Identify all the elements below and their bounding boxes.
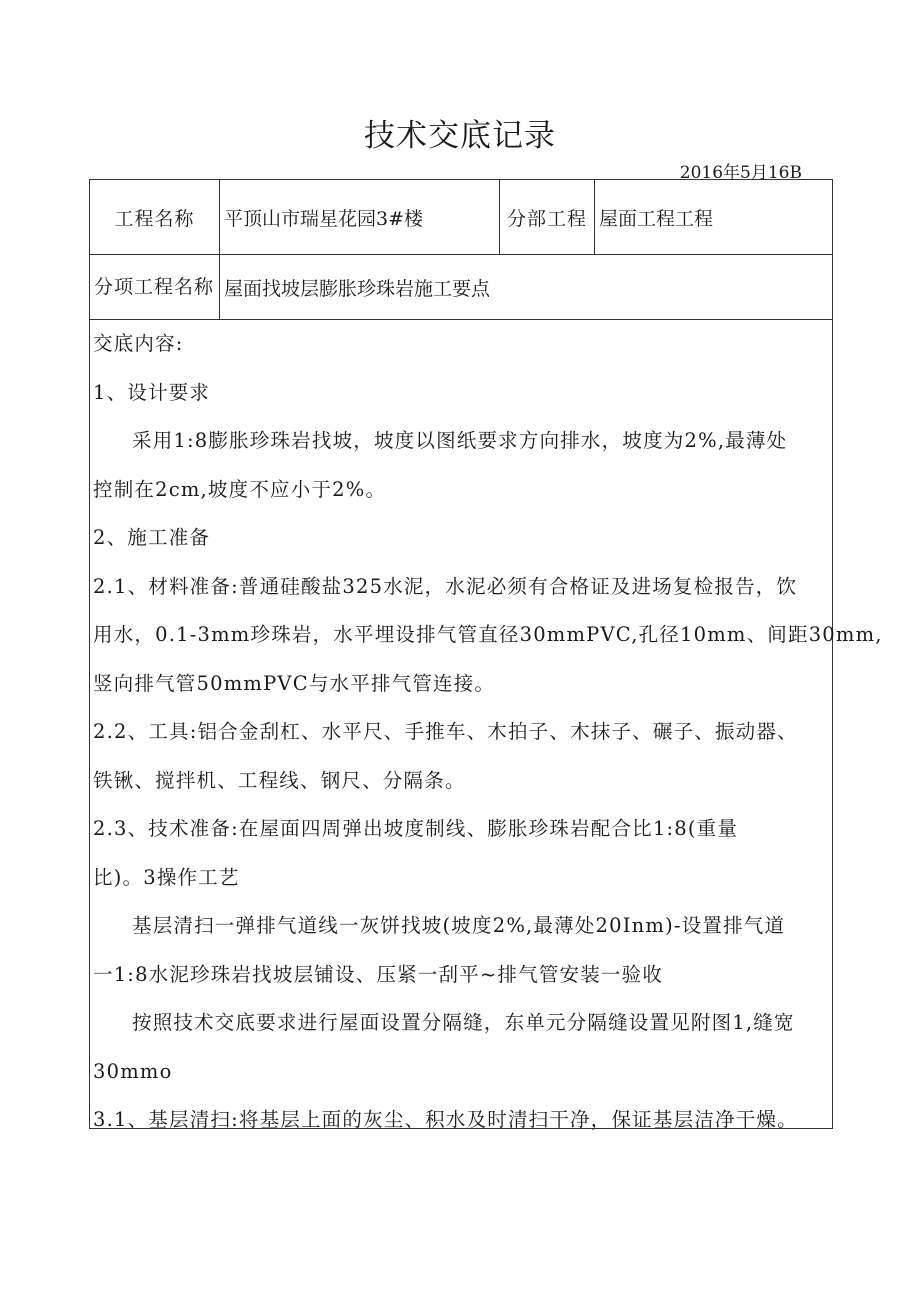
content-line: 竖向排气管50mmPVC与水平排气管连接。 <box>93 671 496 695</box>
subitem-label: 分项工程名称 <box>90 255 220 320</box>
project-name-value: 平顶山市瑞星花园3#楼 <box>220 180 500 255</box>
content-heading: 交底内容: <box>93 332 184 355</box>
section-heading-design: 1、设计要求 <box>93 380 211 404</box>
division-value: 屋面工程工程 <box>595 180 833 255</box>
section-heading-preparation: 2、施工准备 <box>93 526 211 549</box>
content-line: 按照技术交底要求进行屋面设置分隔缝，东单元分隔缝设置见附图1,缝宽 <box>132 1011 795 1034</box>
content-line: 2.3、技术准备:在屋面四周弹出坡度制线、膨胀珍珠岩配合比1:8(重量 <box>93 817 739 840</box>
record-table <box>89 179 883 1131</box>
project-name-label: 工程名称 <box>90 180 220 255</box>
content-line: 基层清扫一弹排气道线一灰饼找坡(坡度2%,最薄处20Inm)-设置排气道 <box>132 914 786 937</box>
content-line: 比)。3操作工艺 <box>93 865 240 889</box>
content-line: 铁锹、搅拌机、工程线、钢尺、分隔条。 <box>93 768 466 792</box>
content-line: 一1:8水泥珍珠岩找坡层铺设、压紧一刮平~排气管安装一验收 <box>93 962 664 986</box>
content-line: 2.2、工具:铝合金刮杠、水平尺、手推车、木拍子、木抹子、碾子、振动器、 <box>93 720 798 743</box>
content-line: 30mmo <box>93 1059 173 1083</box>
content-line: 2.1、材料准备:普通硅酸盐325水泥，水泥必须有合格证及进场复检报告，饮 <box>93 574 798 598</box>
content-line: 控制在2cm,坡度不应小于2%。 <box>93 477 387 501</box>
subitem-value: 屋面找坡层膨胀珍珠岩施工要点 <box>220 255 833 320</box>
record-date: 2016年5月16B <box>679 163 802 183</box>
briefing-content <box>90 320 883 1131</box>
content-line: 用水，0.1-3mm珍珠岩，水平埋设排气管直径30mmPVC,孔径10mm、间距30mm, <box>93 623 883 646</box>
document-title: 技术交底记录 <box>364 118 556 154</box>
division-label: 分部工程 <box>500 180 595 255</box>
content-line: 采用1:8膨胀珍珠岩找坡，坡度以图纸要求方向排水，坡度为2%,最薄处 <box>132 429 788 452</box>
content-line: 3.1、基层清扫:将基层上面的灰尘、积水及时清扫干净，保证基层洁净干燥。 <box>93 1108 798 1131</box>
